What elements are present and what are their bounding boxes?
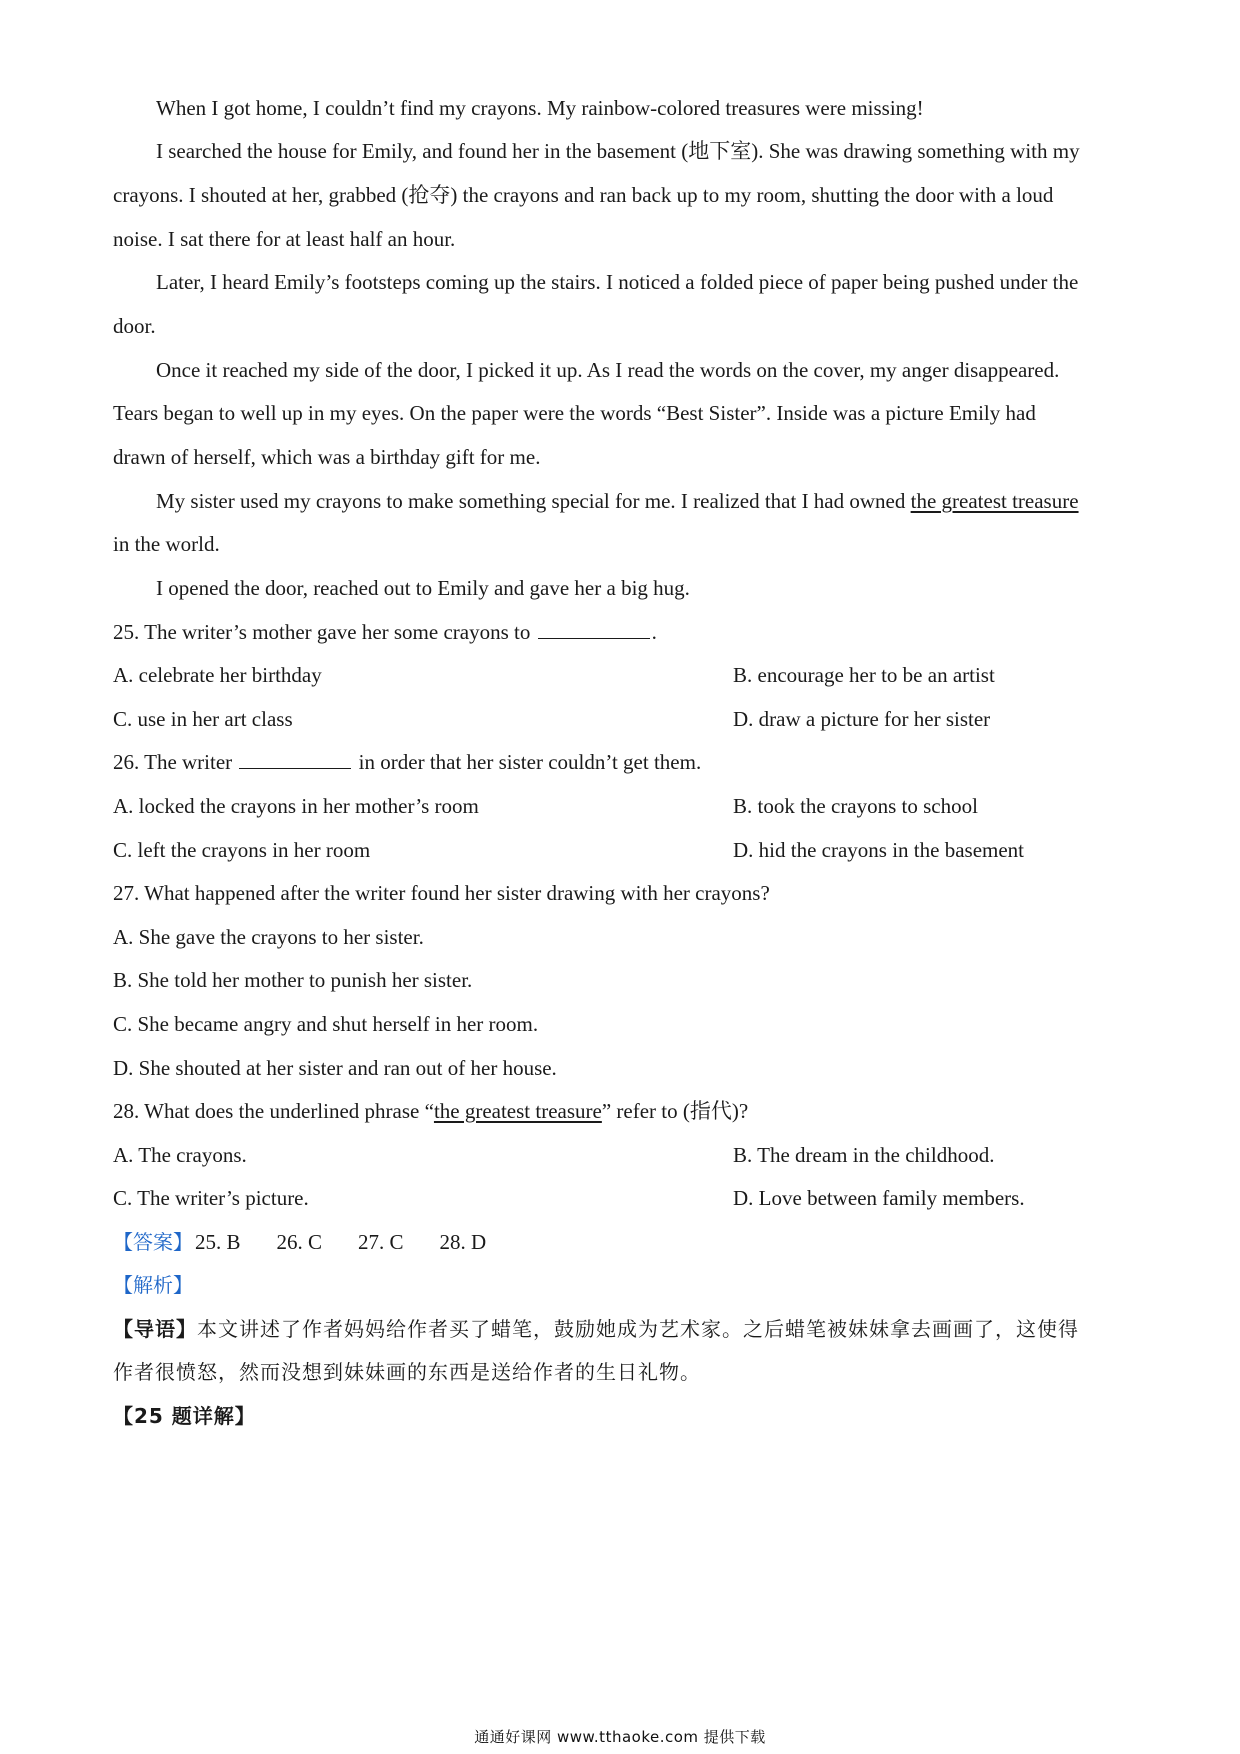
option-c: C. left the crayons in her room xyxy=(113,838,371,862)
passage-paragraph-1: When I got home, I couldn’t find my crayons. My rainbow-colored treasures were missing! xyxy=(156,96,924,120)
underlined-phrase: the greatest treasure xyxy=(910,489,1079,513)
detail-heading-25: 【25 题详解】 xyxy=(113,1404,256,1428)
question-25-options-row-1 xyxy=(113,661,1123,689)
answer-item: 28. D xyxy=(439,1230,487,1254)
answer-item: 26. C xyxy=(276,1230,323,1254)
underlined-phrase: the greatest treasure xyxy=(433,1099,602,1123)
analysis-label: 【解析】 xyxy=(113,1273,193,1297)
answer-blank xyxy=(538,618,650,639)
question-text: . xyxy=(651,620,657,644)
guide-text: 本文讲述了作者妈妈给作者买了蜡笔，鼓励她成为艺术家。之后蜡笔被妹妹拿去画画了，这使得 xyxy=(197,1317,1079,1341)
question-text: 25. The writer’s mother gave her some crayons to xyxy=(113,620,531,644)
option-a: A. celebrate her birthday xyxy=(113,663,322,687)
page-footer: 通通好课网 www.tthaoke.com 提供下载 xyxy=(474,1728,766,1746)
option-c: C. The writer’s picture. xyxy=(113,1186,309,1210)
option-a: A. She gave the crayons to her sister. xyxy=(113,925,424,949)
question-26-stem xyxy=(113,748,1123,776)
answer-item: 27. C xyxy=(358,1230,404,1254)
question-text: in order that her sister couldn’t get them. xyxy=(358,750,702,774)
passage-text: My sister used my crayons to make something special for me. I realized that I had owned xyxy=(156,489,911,513)
question-25-stem xyxy=(113,618,1123,646)
passage-paragraph-2-line-3: noise. I sat there for at least half an hour. xyxy=(113,227,456,251)
answer-blank xyxy=(239,748,351,769)
option-b: B. She told her mother to punish her sister. xyxy=(113,968,473,992)
question-26-options-row-2 xyxy=(113,836,1123,864)
answer-label: 【答案】 xyxy=(113,1230,193,1254)
option-d: D. She shouted at her sister and ran out of her house. xyxy=(113,1056,557,1080)
analysis-heading xyxy=(113,1271,1123,1299)
question-27-stem: 27. What happened after the writer found her sister drawing with her crayons? xyxy=(113,881,770,905)
passage-paragraph-3-line-1: Later, I heard Emily’s footsteps coming up the stairs. I noticed a folded piece of paper being pushed under the xyxy=(156,270,1079,294)
passage-paragraph-4-line-1: Once it reached my side of the door, I picked it up. As I read the words on the cover, my anger disappeared. xyxy=(156,358,1060,382)
option-b: B. encourage her to be an artist xyxy=(733,663,995,687)
question-25-options-row-2 xyxy=(113,705,1123,733)
option-d: D. Love between family members. xyxy=(733,1186,1025,1210)
question-text: 28. What does the underlined phrase “ xyxy=(113,1099,434,1123)
passage-paragraph-2-line-2: crayons. I shouted at her, grabbed (抢夺) the crayons and ran back up to my room, shutting the door with a loud xyxy=(113,183,1054,207)
option-b: B. The dream in the childhood. xyxy=(733,1143,995,1167)
passage-paragraph-4-line-3: drawn of herself, which was a birthday gift for me. xyxy=(113,445,541,469)
passage-paragraph-5-line-1 xyxy=(156,487,1166,515)
question-28-options-row-1 xyxy=(113,1141,1123,1169)
question-28-stem xyxy=(113,1097,1123,1125)
guide-line-2: 作者很愤怒，然而没想到妹妹画的东西是送给作者的生日礼物。 xyxy=(113,1360,701,1384)
answer-key xyxy=(113,1228,1123,1256)
passage-paragraph-4-line-2: Tears began to well up in my eyes. On the paper were the words “Best Sister”. Inside was a picture Emily had xyxy=(113,401,1036,425)
option-c: C. use in her art class xyxy=(113,707,293,731)
option-a: A. The crayons. xyxy=(113,1143,247,1167)
guide-line-1 xyxy=(113,1315,1123,1343)
passage-paragraph-6: I opened the door, reached out to Emily and gave her a big hug. xyxy=(156,576,690,600)
question-26-options-row-1 xyxy=(113,792,1123,820)
guide-label: 【导语】 xyxy=(113,1317,197,1341)
question-text: 26. The writer xyxy=(113,750,233,774)
option-c: C. She became angry and shut herself in her room. xyxy=(113,1012,539,1036)
question-text: ” refer to (指代)? xyxy=(601,1099,749,1123)
option-d: D. hid the crayons in the basement xyxy=(733,838,1025,862)
question-28-options-row-2 xyxy=(113,1184,1123,1212)
passage-paragraph-5-line-2: in the world. xyxy=(113,532,220,556)
passage-paragraph-2-line-1: I searched the house for Emily, and found her in the basement (地下室). She was drawing something with my xyxy=(156,139,1080,163)
option-d: D. draw a picture for her sister xyxy=(733,707,991,731)
option-a: A. locked the crayons in her mother’s room xyxy=(113,794,479,818)
passage-paragraph-3-line-2: door. xyxy=(113,314,156,338)
answer-item: 25. B xyxy=(195,1230,241,1254)
option-b: B. took the crayons to school xyxy=(733,794,978,818)
